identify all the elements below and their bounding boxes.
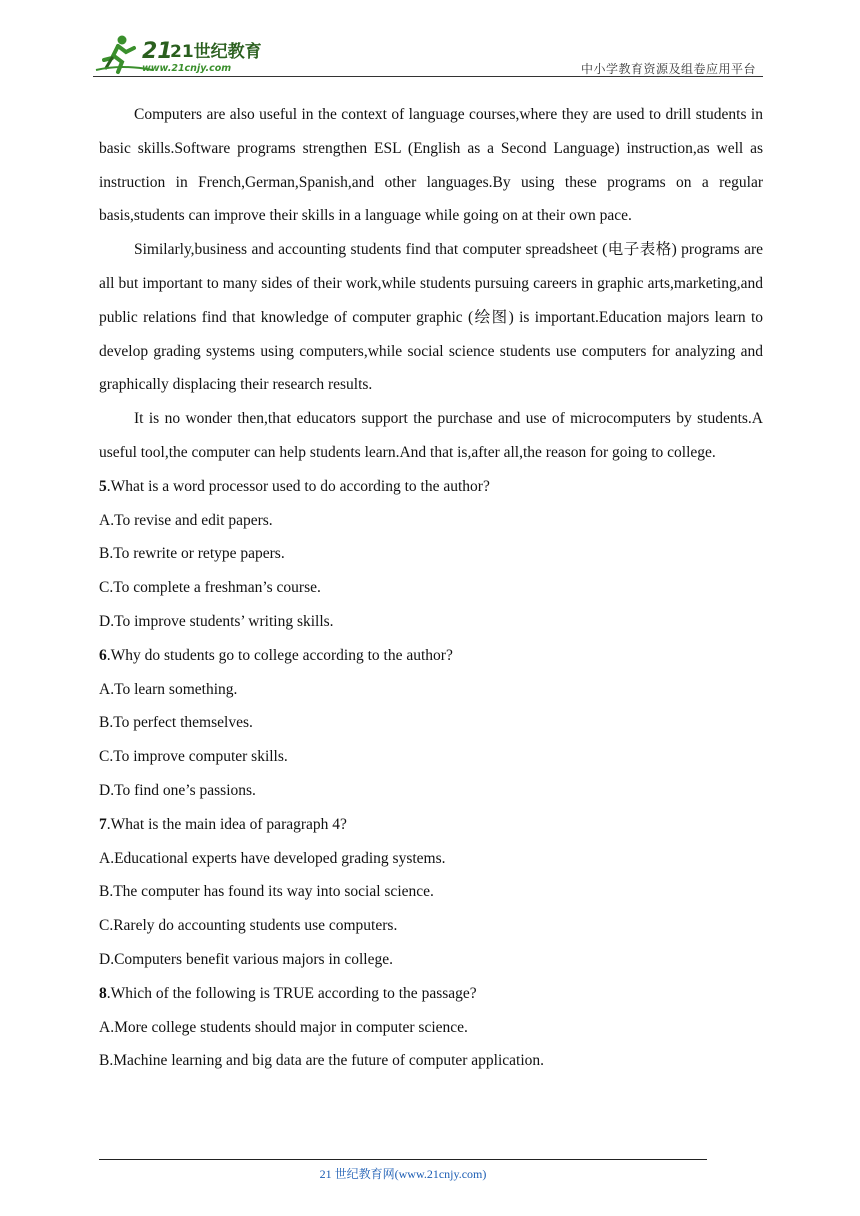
question-stem (99, 977, 763, 1011)
header-divider (93, 76, 763, 77)
answer-option: A.To learn something. (99, 680, 238, 698)
answer-option: C.Rarely do accounting students use computers. (99, 917, 398, 935)
question-text: .What is a word processor used to do according to the author? (106, 477, 490, 495)
question-number: 5 (99, 477, 107, 495)
answer-option: D.Computers benefit various majors in college. (99, 950, 394, 968)
question-7 (99, 808, 763, 977)
question-text: .Why do students go to college according to the author? (106, 646, 453, 664)
question-stem (99, 470, 763, 504)
logo-title: 21世纪教育 (170, 42, 262, 62)
footer-source: 21 世纪教育网(www.21cnjy.com) (319, 1167, 487, 1181)
answer-option: D.To find one’s passions. (99, 781, 256, 799)
answer-option: C.To complete a freshman’s course. (99, 579, 321, 597)
answer-option: B.Machine learning and big data are the future of computer application. (99, 1052, 545, 1070)
question-number: 8 (99, 984, 107, 1002)
passage-paragraph: It is no wonder then,that educators support the purchase and use of microcomputers by students.A useful tool,the computer can help students learn.And that is,after all,the reason for going to college. (99, 410, 763, 461)
question-stem (99, 808, 763, 842)
question-number: 7 (99, 815, 107, 833)
runner-logo-icon (92, 30, 262, 78)
question-stem (99, 639, 763, 673)
answer-option: A.To revise and edit papers. (99, 511, 273, 529)
svg-text:21: 21 (142, 39, 173, 64)
footer-divider (99, 1159, 707, 1160)
passage-paragraph: Computers are also useful in the context of language courses,where they are used to drill students in basic skills.Software programs strengthen ESL (English as a Second Language) instruction,as well as instruction in French,German,Spanish,and other languages.By using these programs on a regular basis,students can improve their skills in a language while going on at their own pace. (99, 106, 763, 225)
platform-name: 中小学教育资源及组卷应用平台 (580, 62, 756, 76)
passage-paragraph: Similarly,business and accounting students find that computer spreadsheet (电子表格) programs are all but important to many sides of their work,while students pursuing careers in graphic arts,marketing,and public relations find that knowledge of computer graphic (绘图) is important.Education majors learn to develop grading systems using computers,while social science students use computers for analyzing and graphically displacing their research results. (99, 241, 763, 394)
document-body (99, 98, 763, 1078)
question-5 (99, 470, 763, 639)
site-logo (92, 30, 262, 78)
page-header (92, 30, 772, 78)
question-text: .Which of the following is TRUE according to the passage? (106, 984, 477, 1002)
logo-url: www.21cnjy.com (142, 63, 232, 74)
answer-option: B.The computer has found its way into social science. (99, 883, 434, 901)
answer-option: B.To rewrite or retype papers. (99, 545, 285, 563)
answer-option: A.More college students should major in computer science. (99, 1018, 468, 1036)
answer-option: C.To improve computer skills. (99, 748, 288, 766)
answer-option: D.To improve students’ writing skills. (99, 612, 334, 630)
answer-option: A.Educational experts have developed grading systems. (99, 849, 446, 867)
answer-option: B.To perfect themselves. (99, 714, 253, 732)
question-6 (99, 639, 763, 808)
question-text: .What is the main idea of paragraph 4? (106, 815, 347, 833)
question-8 (99, 977, 763, 1078)
question-number: 6 (99, 646, 107, 664)
